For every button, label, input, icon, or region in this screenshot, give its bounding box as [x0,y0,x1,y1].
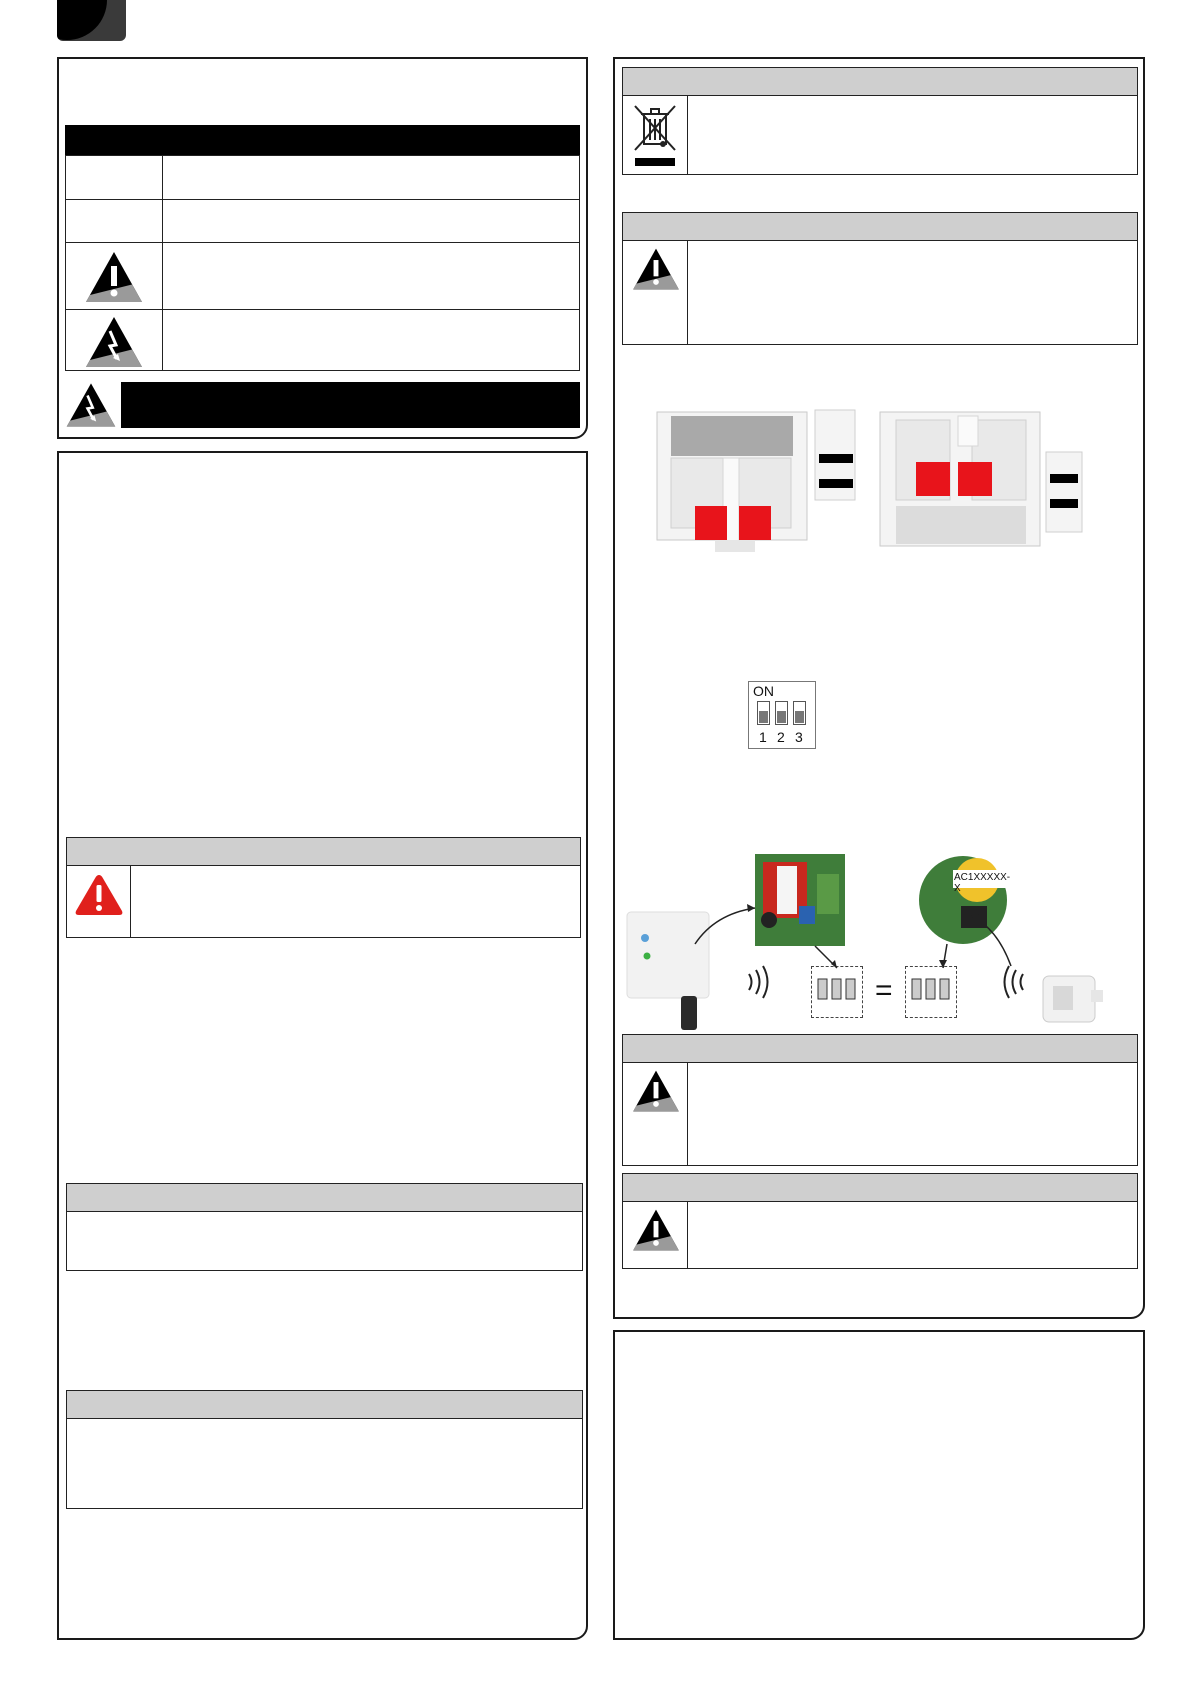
danger-red-triangle-icon [73,872,125,918]
dip-switch-diagram [748,681,816,749]
dip-number-1: 1 [759,729,767,745]
dip-on-label: ON [753,683,774,699]
crossed-out-bin-icon [629,100,681,170]
note-box [66,1211,583,1271]
warning-box-2 [622,1062,1138,1166]
electric-shock-icon [84,315,144,369]
warning-box-3 [622,1201,1138,1269]
corner-tab [57,0,126,41]
warning-box-1-header [622,212,1138,241]
warning-box-2-header [622,1034,1138,1063]
dip-number-3: 3 [795,729,803,745]
dip-number-2: 2 [777,729,785,745]
disposal-box-header [622,67,1138,96]
electric-warning-bar [121,382,580,428]
receiver-code: AC1XXXXX-X [954,872,1011,894]
info-box-header [66,1390,583,1419]
note-box-header [66,1183,583,1212]
warning-box-3-header [622,1173,1138,1202]
disposal-box [622,95,1138,175]
info-box [66,1418,583,1509]
symbols-panel [57,57,588,439]
equals-sign: = [875,974,893,1007]
installation-panel [613,57,1145,1319]
notes-panel [613,1330,1145,1640]
housing-image-front [655,402,861,552]
electric-shock-icon [65,381,117,429]
pairing-diagram [625,854,1135,1032]
dip-switch-2 [775,701,788,725]
housing-image-rear [876,402,1086,552]
symbols-table [65,155,580,371]
warning-triangle-icon [631,1069,681,1113]
main-instructions-panel [57,451,588,1640]
symbols-table-header [65,125,580,155]
warning-triangle-icon [84,250,144,304]
warning-triangle-icon [631,1208,681,1252]
dip-switch-3 [793,701,806,725]
dip-switch-1 [757,701,770,725]
danger-box-header [66,837,581,866]
danger-box [66,865,581,938]
warning-box-1 [622,240,1138,345]
warning-triangle-icon [631,247,681,291]
